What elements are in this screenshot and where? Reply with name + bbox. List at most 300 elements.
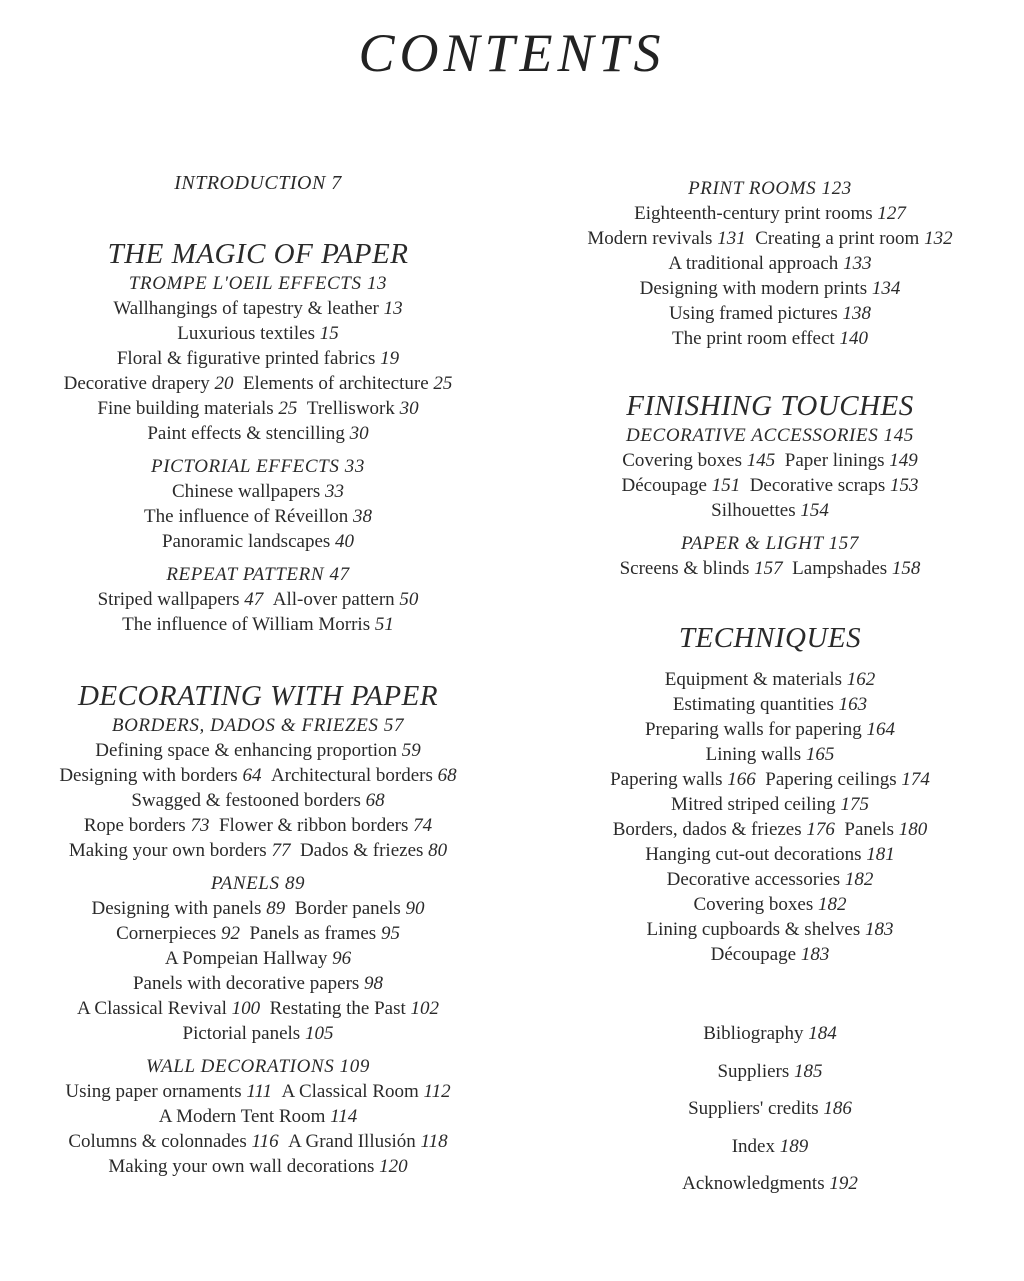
entry-title: Designing with modern prints xyxy=(639,278,868,299)
entry-title: Panels as frames xyxy=(249,923,377,944)
toc-line xyxy=(8,813,508,838)
entry-title: Restating the Past xyxy=(269,998,406,1019)
entry-title: Suppliers' credits xyxy=(688,1098,819,1119)
toc-entry[interactable] xyxy=(717,1061,822,1082)
page-number: 50 xyxy=(399,589,419,610)
entry-title: Screens & blinds xyxy=(619,558,750,579)
toc-section xyxy=(8,871,508,1046)
page-number: 181 xyxy=(866,844,895,865)
entry-title: Luxurious textiles xyxy=(177,323,315,344)
toc-line xyxy=(8,479,508,504)
section-title: PANELS xyxy=(210,873,280,894)
toc-line xyxy=(520,201,1020,226)
toc-entry[interactable] xyxy=(243,373,452,394)
toc-entry[interactable] xyxy=(98,589,264,610)
toc-entry[interactable] xyxy=(59,765,261,786)
entry-title: Covering boxes xyxy=(693,894,814,915)
toc-entry[interactable] xyxy=(668,253,871,274)
page-number: 73 xyxy=(190,815,210,836)
entry-title: Architectural borders xyxy=(270,765,433,786)
toc-line xyxy=(8,296,508,321)
page-number: 131 xyxy=(717,228,746,249)
page-number: 165 xyxy=(805,744,835,765)
page-number: 57 xyxy=(383,715,405,736)
toc-entry[interactable] xyxy=(792,558,920,579)
page-number: 153 xyxy=(890,475,919,496)
toc-line xyxy=(520,717,1020,742)
page-number: 158 xyxy=(891,558,921,579)
page-number: 19 xyxy=(380,348,400,369)
toc-line xyxy=(520,692,1020,717)
page-number: 157 xyxy=(828,533,859,554)
page-number: 154 xyxy=(800,500,829,521)
toc-line xyxy=(8,321,508,346)
toc-line xyxy=(8,612,508,637)
entry-title: Modern revivals xyxy=(587,228,713,249)
toc-line xyxy=(520,792,1020,817)
page-title: CONTENTS xyxy=(358,23,666,83)
toc-section xyxy=(8,454,508,554)
page-number: 175 xyxy=(840,794,869,815)
entry-title: Border panels xyxy=(294,898,401,919)
entry-title: Making your own borders xyxy=(68,840,267,861)
toc-entry[interactable] xyxy=(621,475,740,496)
section-heading[interactable] xyxy=(520,531,1020,556)
page-number: 186 xyxy=(823,1098,852,1119)
entry-title: Panels with decorative papers xyxy=(132,973,360,994)
entry-title: Pictorial panels xyxy=(182,1023,301,1044)
entry-title: The influence of Réveillon xyxy=(144,506,349,527)
toc-entry[interactable] xyxy=(133,973,383,994)
entry-title: Lining walls xyxy=(705,744,802,765)
entry-title: Floral & figurative printed fabrics xyxy=(116,348,376,369)
toc-entry[interactable] xyxy=(300,840,447,861)
page-number: 132 xyxy=(924,228,953,249)
toc-section xyxy=(8,713,508,863)
toc-entry[interactable] xyxy=(122,614,394,635)
toc-entry[interactable] xyxy=(640,278,901,299)
page-number: 176 xyxy=(806,819,835,840)
page-number: 33 xyxy=(325,481,344,502)
toc-entry[interactable] xyxy=(647,919,894,940)
page-number: 138 xyxy=(842,303,872,324)
entry-title: Panels xyxy=(844,819,894,840)
page-number: 90 xyxy=(405,898,425,919)
section-heading[interactable] xyxy=(8,562,508,587)
page-number: 100 xyxy=(231,998,261,1019)
toc-line xyxy=(520,1090,1020,1128)
page-number: 77 xyxy=(271,840,291,861)
toc-entry[interactable] xyxy=(785,450,918,471)
toc-line xyxy=(520,1053,1020,1091)
part-heading[interactable]: FINISHING TOUCHES xyxy=(626,390,914,422)
page-number: 149 xyxy=(889,450,918,471)
toc-line xyxy=(8,346,508,371)
entry-title: Flower & ribbon borders xyxy=(218,815,409,836)
toc-entry[interactable] xyxy=(844,819,927,840)
toc-entry[interactable] xyxy=(667,869,874,890)
toc-entry[interactable] xyxy=(97,398,297,419)
part-heading[interactable]: THE MAGIC OF PAPER xyxy=(107,238,409,270)
toc-entry[interactable] xyxy=(65,1081,272,1102)
page-number: 140 xyxy=(839,328,868,349)
page-number: 185 xyxy=(794,1060,823,1082)
entry-title: Lining cupboards & shelves xyxy=(646,919,861,940)
toc-entry[interactable] xyxy=(620,558,783,579)
toc-entry[interactable] xyxy=(113,298,402,319)
entry-title: Index xyxy=(731,1135,775,1157)
section-title: TROMPE L'OEIL EFFECTS xyxy=(128,273,362,294)
section-heading[interactable] xyxy=(8,871,508,896)
page-number: 120 xyxy=(379,1156,408,1177)
part-block xyxy=(520,389,1020,581)
toc-entry[interactable] xyxy=(273,589,419,610)
entry-title: A Grand Illusión xyxy=(288,1131,416,1152)
entry-title: Preparing walls for papering xyxy=(644,719,862,740)
entry-title: A Classical Room xyxy=(281,1081,419,1102)
page-number: 174 xyxy=(901,769,930,790)
toc-entry[interactable] xyxy=(116,923,240,944)
toc-entry[interactable] xyxy=(703,1023,837,1044)
entry-title: Panoramic landscapes xyxy=(161,531,331,552)
toc-entry[interactable] xyxy=(307,398,419,419)
toc-entry[interactable] xyxy=(159,1106,358,1127)
toc-entry[interactable] xyxy=(69,840,291,861)
toc-line xyxy=(520,917,1020,942)
toc-line xyxy=(8,1129,508,1154)
entry-title: Columns & colonnades xyxy=(68,1131,247,1152)
toc-line xyxy=(8,421,508,446)
entry-title: Covering boxes xyxy=(622,450,743,471)
toc-line xyxy=(520,251,1020,276)
entry-title: Rope borders xyxy=(83,815,186,836)
toc-entry[interactable] xyxy=(131,790,384,811)
page-number: 89 xyxy=(266,898,286,919)
toc-entry[interactable] xyxy=(92,898,286,919)
toc-entry[interactable] xyxy=(750,475,919,496)
toc-entry[interactable] xyxy=(288,1131,448,1152)
toc-line xyxy=(8,371,508,396)
page-number: 47 xyxy=(329,564,350,585)
section-title: PICTORIAL EFFECTS xyxy=(151,456,340,477)
toc-entry[interactable] xyxy=(270,998,439,1019)
entry-title: Cornerpieces xyxy=(116,923,217,944)
entry-title: Designing with panels xyxy=(91,898,262,919)
page-number: 182 xyxy=(844,869,874,890)
page-number: 180 xyxy=(898,819,928,840)
end-matter-list xyxy=(520,1015,1020,1203)
entry-title: Decorative scraps xyxy=(749,475,886,496)
toc-line xyxy=(8,788,508,813)
page-number: 25 xyxy=(278,398,298,419)
toc-line xyxy=(520,667,1020,692)
entry-title: Fine building materials xyxy=(97,398,274,419)
page-number: 95 xyxy=(380,923,400,944)
toc-entry[interactable] xyxy=(117,348,399,369)
toc-entry[interactable] xyxy=(673,694,867,715)
page-number: 47 xyxy=(244,589,264,610)
page-number: 30 xyxy=(399,398,419,419)
toc-section xyxy=(8,1054,508,1179)
toc-entry[interactable] xyxy=(172,481,344,502)
page-number: 145 xyxy=(746,450,776,471)
toc-entry[interactable] xyxy=(682,1173,858,1194)
toc-entry[interactable] xyxy=(108,1156,407,1177)
toc-entry[interactable] xyxy=(183,1023,334,1044)
entry-title: Paper linings xyxy=(784,450,885,471)
entry-title: Découpage xyxy=(621,475,707,496)
page-number: 7 xyxy=(331,172,342,194)
page-number: 111 xyxy=(246,1081,273,1102)
toc-entry[interactable] xyxy=(693,894,846,915)
page-number: 40 xyxy=(335,531,355,552)
toc-entry[interactable] xyxy=(634,203,906,224)
part-heading[interactable]: TECHNIQUES xyxy=(678,622,862,654)
section-heading[interactable] xyxy=(8,454,508,479)
page-number: 162 xyxy=(846,669,876,690)
toc-line xyxy=(520,892,1020,917)
toc-entry[interactable] xyxy=(706,744,835,765)
page-number: 15 xyxy=(319,323,339,344)
page-number: 96 xyxy=(332,948,352,969)
page-number: 151 xyxy=(711,475,741,496)
page-number: 64 xyxy=(242,765,262,786)
page-number: 20 xyxy=(214,373,234,394)
toc-entry[interactable] xyxy=(271,765,457,786)
toc-line xyxy=(520,817,1020,842)
page-number: 182 xyxy=(818,894,847,915)
entry-title: Estimating quantities xyxy=(672,694,834,715)
entry-title: Wallhangings of tapestry & leather xyxy=(113,298,379,319)
page-number: 38 xyxy=(352,506,372,527)
page-number: 33 xyxy=(344,456,365,477)
entry-title: Dados & friezes xyxy=(299,840,424,861)
toc-line xyxy=(8,763,508,788)
page-number: 183 xyxy=(864,919,894,940)
toc-line xyxy=(8,971,508,996)
toc-entry[interactable] xyxy=(711,500,829,521)
toc-line xyxy=(8,996,508,1021)
part-block xyxy=(8,237,508,637)
toc-entry[interactable] xyxy=(162,531,354,552)
toc-section xyxy=(520,531,1020,581)
toc-line xyxy=(520,448,1020,473)
toc-line xyxy=(8,946,508,971)
entry-title: Designing with borders xyxy=(59,765,238,786)
toc-line xyxy=(520,326,1020,351)
toc-section xyxy=(520,423,1020,523)
toc-entry[interactable] xyxy=(755,228,952,249)
section-heading[interactable] xyxy=(8,1054,508,1079)
page-number: 105 xyxy=(304,1023,334,1044)
entry-title: Trelliswork xyxy=(306,398,395,419)
page-number: 118 xyxy=(420,1131,448,1152)
entry-title: Lampshades xyxy=(792,558,888,579)
page-number: 13 xyxy=(366,273,388,294)
entry-title: Decorative drapery xyxy=(63,373,210,394)
toc-section xyxy=(8,271,508,446)
toc-entry[interactable] xyxy=(688,1098,852,1119)
entry-title: Suppliers xyxy=(717,1060,790,1082)
entry-title: A Pompeian Hallway xyxy=(164,948,328,969)
page-number: 164 xyxy=(866,719,896,740)
toc-line xyxy=(520,276,1020,301)
toc-entry[interactable] xyxy=(84,815,210,836)
toc-entry[interactable] xyxy=(64,373,234,394)
toc-entry[interactable] xyxy=(669,303,871,324)
page-number: 89 xyxy=(284,873,306,894)
entry-title: Eighteenth-century print rooms xyxy=(634,203,873,224)
entry-title: Swagged & festooned borders xyxy=(131,790,361,811)
toc-entry[interactable] xyxy=(765,769,930,790)
section-heading[interactable] xyxy=(8,713,508,738)
entry-title: Using paper ornaments xyxy=(65,1081,242,1102)
entry-title: Defining space & enhancing proportion xyxy=(95,740,398,761)
toc-entry[interactable] xyxy=(144,506,372,527)
toc-entry[interactable] xyxy=(147,423,368,444)
section-title: PRINT ROOMS xyxy=(688,178,817,199)
toc-line xyxy=(520,301,1020,326)
page-number: 184 xyxy=(808,1023,837,1044)
toc-line xyxy=(8,396,508,421)
section-title: PAPER & LIGHT xyxy=(681,533,824,554)
section-heading[interactable] xyxy=(8,271,508,296)
toc-section xyxy=(520,667,1020,967)
page-number: 114 xyxy=(330,1106,358,1127)
page-number: 51 xyxy=(374,614,394,635)
toc-line xyxy=(8,1104,508,1129)
toc-line xyxy=(8,738,508,763)
section-heading[interactable] xyxy=(520,423,1020,448)
page-number: 133 xyxy=(843,253,872,274)
entry-title: Creating a print room xyxy=(755,228,920,249)
page-number: 127 xyxy=(877,203,906,224)
toc-entry[interactable] xyxy=(613,819,835,840)
contents-right-column xyxy=(520,176,1020,1203)
page-number: 25 xyxy=(433,373,453,394)
entry-title: Making your own wall decorations xyxy=(108,1156,375,1177)
entry-title: Equipment & materials xyxy=(664,669,843,690)
page-number: 123 xyxy=(821,178,852,199)
page-number: 145 xyxy=(883,425,914,446)
page-number: 166 xyxy=(727,769,756,790)
toc-line xyxy=(8,587,508,612)
toc-line xyxy=(520,1015,1020,1053)
toc-entry[interactable] xyxy=(622,450,775,471)
page-number: 183 xyxy=(800,944,830,965)
page-number: 163 xyxy=(838,694,868,715)
entry-title: The influence of William Morris xyxy=(122,614,371,635)
toc-line xyxy=(520,867,1020,892)
page-number: 192 xyxy=(829,1173,858,1194)
page-number: 13 xyxy=(383,298,403,319)
introduction-entry[interactable] xyxy=(8,172,508,195)
page-number: 68 xyxy=(365,790,385,811)
entry-title: INTRODUCTION xyxy=(174,172,326,194)
entry-title: Decorative accessories xyxy=(666,869,841,890)
toc-entry[interactable] xyxy=(645,844,895,865)
toc-line xyxy=(8,1154,508,1179)
toc-entry[interactable] xyxy=(645,719,895,740)
entry-title: Using framed pictures xyxy=(668,303,838,324)
section-title: REPEAT PATTERN xyxy=(166,564,325,585)
part-block xyxy=(520,621,1020,967)
toc-line xyxy=(520,226,1020,251)
entry-title: Striped wallpapers xyxy=(97,589,240,610)
toc-entry[interactable] xyxy=(732,1136,809,1157)
page-number: 98 xyxy=(364,973,384,994)
entry-title: Papering ceilings xyxy=(765,769,897,790)
entry-title: Borders, dados & friezes xyxy=(612,819,802,840)
page-number: 102 xyxy=(410,998,440,1019)
part-heading[interactable]: DECORATING WITH PAPER xyxy=(77,680,439,712)
entry-title: Papering walls xyxy=(610,769,723,790)
toc-entry[interactable] xyxy=(610,769,756,790)
entry-title: Paint effects & stencilling xyxy=(147,423,345,444)
page-number: 92 xyxy=(221,923,241,944)
toc-entry[interactable] xyxy=(665,669,876,690)
toc-line xyxy=(8,896,508,921)
toc-line xyxy=(8,529,508,554)
toc-entry[interactable] xyxy=(177,323,338,344)
contents-left-column xyxy=(8,172,508,1179)
part-block xyxy=(8,679,508,1179)
entry-title: Chinese wallpapers xyxy=(171,481,321,502)
toc-entry[interactable] xyxy=(671,794,869,815)
toc-line xyxy=(520,556,1020,581)
entry-title: Hanging cut-out decorations xyxy=(645,844,862,865)
page-number: 59 xyxy=(401,740,421,761)
toc-line xyxy=(520,498,1020,523)
toc-entry[interactable] xyxy=(165,948,351,969)
toc-entry[interactable] xyxy=(77,998,260,1019)
entry-title: All-over pattern xyxy=(272,589,395,610)
toc-entry[interactable] xyxy=(587,228,745,249)
page-number: 109 xyxy=(339,1056,370,1077)
page-number: 189 xyxy=(779,1135,809,1157)
toc-entry[interactable] xyxy=(68,1131,278,1152)
toc-entry[interactable] xyxy=(711,944,830,965)
entry-title: Acknowledgments xyxy=(682,1173,825,1194)
section-heading[interactable] xyxy=(520,176,1020,201)
toc-entry[interactable] xyxy=(219,815,432,836)
toc-entry[interactable] xyxy=(672,328,868,349)
page-number: 80 xyxy=(428,840,448,861)
toc-entry[interactable] xyxy=(250,923,400,944)
toc-entry[interactable] xyxy=(95,740,421,761)
page-number: 157 xyxy=(754,558,783,579)
page-number: 134 xyxy=(871,278,901,299)
toc-line xyxy=(8,1021,508,1046)
page-number: 68 xyxy=(437,765,457,786)
section-title: DECORATIVE ACCESSORIES xyxy=(626,425,879,446)
entry-title: Bibliography xyxy=(703,1023,804,1044)
page-number: 74 xyxy=(413,815,433,836)
section-title: WALL DECORATIONS xyxy=(146,1056,335,1077)
entry-title: The print room effect xyxy=(672,328,835,349)
toc-entry[interactable] xyxy=(282,1081,451,1102)
page-number: 116 xyxy=(251,1131,279,1152)
entry-title: Découpage xyxy=(710,944,797,965)
toc-line xyxy=(8,504,508,529)
toc-entry[interactable] xyxy=(295,898,425,919)
toc-line xyxy=(520,1165,1020,1203)
section-title: BORDERS, DADOS & FRIEZES xyxy=(111,715,379,736)
entry-title: Elements of architecture xyxy=(242,373,429,394)
entry-title: Mitred striped ceiling xyxy=(671,794,836,815)
toc-section xyxy=(520,176,1020,351)
page-number: 112 xyxy=(423,1081,451,1102)
